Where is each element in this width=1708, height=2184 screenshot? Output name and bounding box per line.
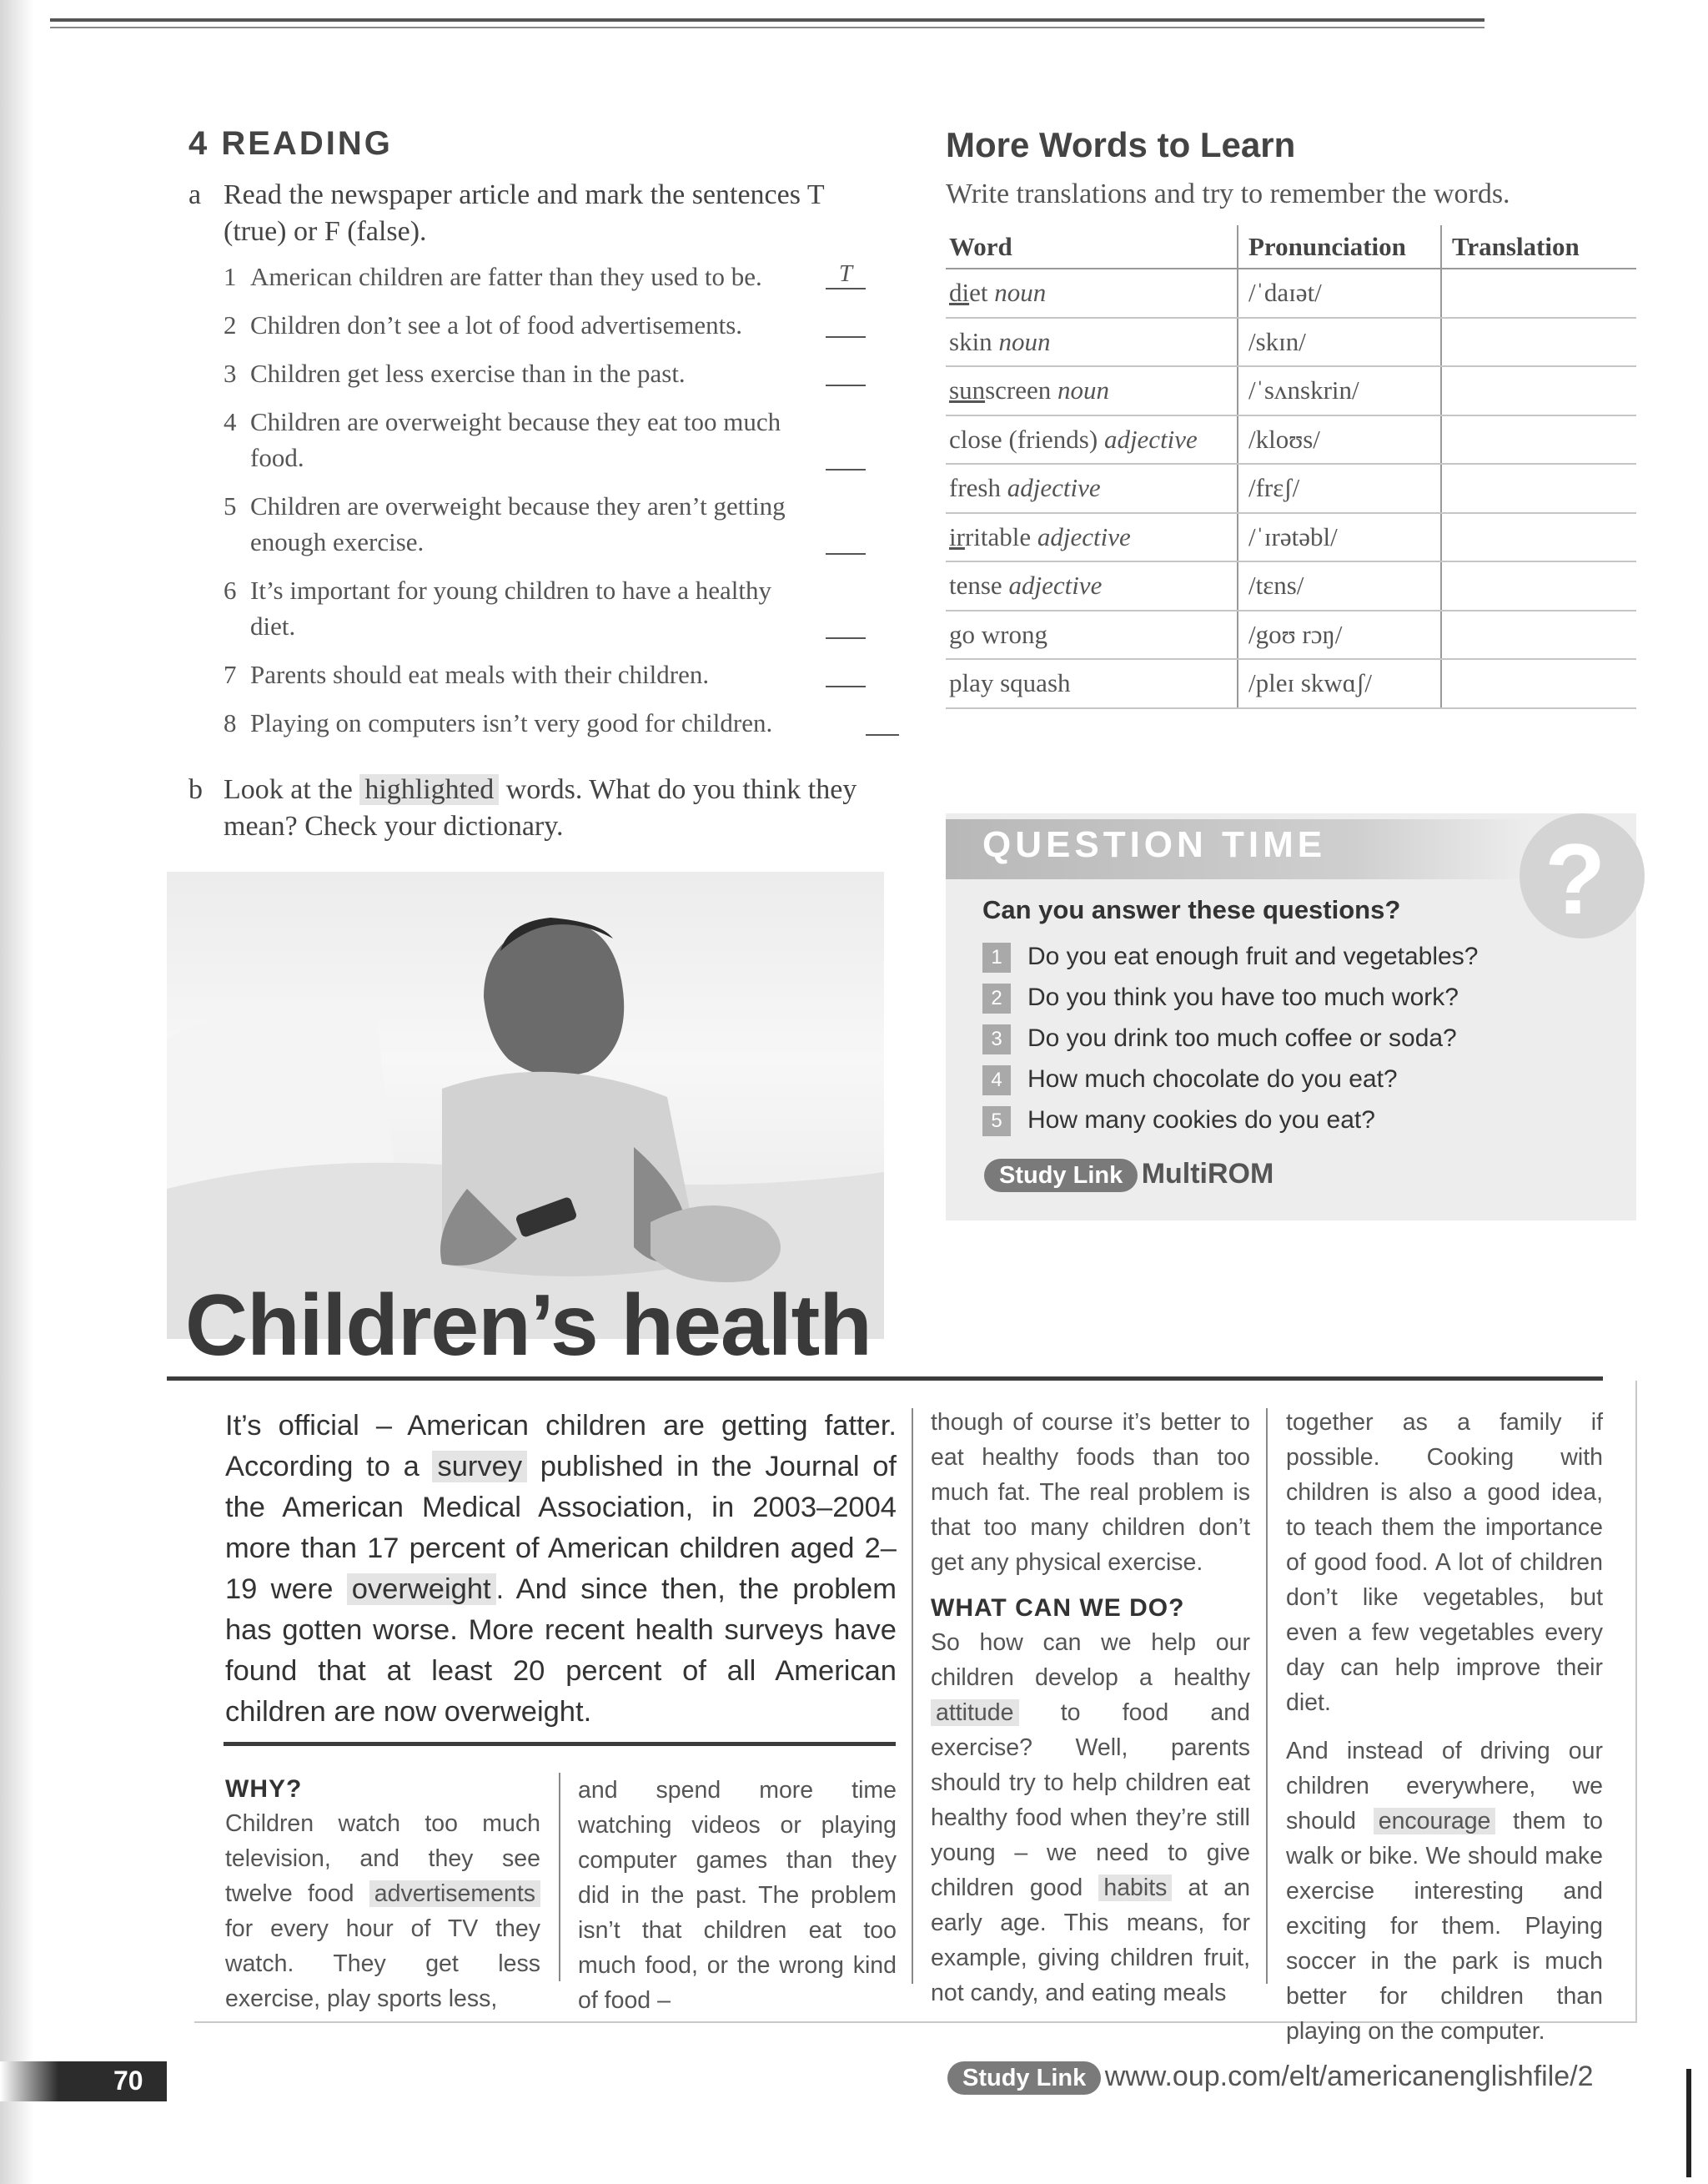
instruction-a-letter: a [188,179,202,210]
child-on-sofa-photo [167,872,884,1339]
word-cell [946,611,1238,660]
part-of-speech: noun [998,326,1051,356]
answer-blank[interactable] [826,385,866,386]
question-number-badge: 2 [982,984,1011,1014]
question-time-item [982,1106,1566,1147]
question-time-title: QUESTION TIME [982,824,1327,865]
question-text: It’s important for young children to have a healthy diet. [250,576,771,641]
header-translation: Translation [1441,225,1636,269]
question-item [224,572,866,644]
photo-illustration [167,872,884,1339]
vocabulary-row [946,366,1636,415]
question-number-badge: 3 [982,1024,1011,1054]
question-number: 5 [224,491,237,521]
translation-cell[interactable] [1441,269,1636,318]
word-cell [946,561,1238,611]
answer-blank[interactable]: T [826,259,866,289]
vocabulary-row [946,269,1636,318]
vocabulary-row [946,415,1636,465]
why-heading: WHY? [225,1775,303,1803]
question-time-text: How much chocolate do you eat? [1027,1065,1398,1093]
highlight-survey: survey [432,1451,527,1482]
study-link-multirom[interactable] [984,1158,1273,1190]
pronunciation-cell: /pleɪ skwɑʃ/ [1238,659,1441,708]
pronunciation-cell: /goʊ rɔŋ/ [1238,611,1441,660]
stressed-syllable: sun [949,375,986,405]
highlight-attitude: attitude [931,1699,1019,1726]
word-cell [946,464,1238,513]
question-number-badge: 5 [982,1106,1011,1136]
word-text: skin [949,326,992,356]
column-divider [1266,1408,1268,1984]
question-text: Children don’t see a lot of food advertisements. [250,310,743,340]
lead-text: . And since then, the problem has gotten worse. More recent health surveys have found that at least 20 percent of all American children are now overweight. [225,1573,897,1728]
question-number-badge: 1 [982,943,1011,973]
answer-blank[interactable] [826,637,866,639]
word-cell [946,269,1238,318]
page-gutter-shadow [0,0,33,2184]
stressed-syllable: di [949,278,970,308]
answer-blank[interactable] [826,336,866,338]
pronunciation-cell: /ˈɪrətəbl/ [1238,513,1441,562]
word-text: fresh [949,473,1001,503]
question-number: 7 [224,660,237,689]
question-text: Children are overweight because they aren’t getting enough exercise. [250,491,786,556]
instruction-a [188,177,874,250]
question-text: American children are fatter than they used to be. [250,262,762,291]
highlight-encourage: encourage [1374,1808,1496,1834]
question-time-list [982,943,1566,1147]
column-text: together as a family if possible. Cooking with children is also a good idea, to teach them the importance of good food. A lot of children don’t like vegetables, but even a few vegetables every day can help improve their diet. [1286,1409,1603,1716]
question-item [224,488,866,560]
article-headline: Children’s health [185,1277,872,1374]
question-time-text: Do you drink too much coffee or soda? [1027,1024,1457,1052]
header-pronunciation: Pronunciation [1238,225,1441,269]
vocabulary-row [946,659,1636,708]
question-number: 3 [224,359,237,388]
vocabulary-table [946,225,1636,709]
pronunciation-cell: /skɪn/ [1238,318,1441,367]
word-cell [946,318,1238,367]
instruction-b [188,772,874,845]
question-number: 4 [224,407,237,436]
question-item [224,307,866,343]
answer-blank[interactable] [866,734,899,736]
question-item [224,355,866,391]
answer-blank[interactable] [826,553,866,555]
pronunciation-cell: /ˈdaɪət/ [1238,269,1441,318]
footer-study-link[interactable] [947,2061,1594,2093]
lead-text: published in the Journal of the American Medical Association, in 2003–2004 more than 17 percent of American children aged 2–19 were [225,1451,897,1605]
word-text: close (friends) [949,424,1098,454]
part-of-speech: noun [1057,375,1109,405]
question-text: Children get less exercise than in the past. [250,359,686,388]
footer-study-link-badge: Study Link [947,2061,1101,2095]
question-item [224,404,866,476]
footer-url-link[interactable]: www.oup.com/elt/americanenglishfile/2 [1104,2061,1594,2092]
more-words-subtitle: Write translations and try to remember the words. [946,179,1510,209]
column-text: And instead of driving our children everywhere, we should [1286,1738,1603,1834]
question-item [224,705,882,741]
translation-cell[interactable] [1441,464,1636,513]
question-number: 6 [224,576,237,605]
word-text: tense [949,571,1002,601]
answer-blank[interactable] [826,686,866,687]
word-cell [946,513,1238,562]
question-number-badge: 4 [982,1065,1011,1095]
answer-blank[interactable] [826,469,866,471]
question-time-item [982,1065,1566,1106]
column-divider [559,1773,560,1981]
question-time-text: Do you think you have too much work? [1027,984,1459,1011]
highlight-overweight: overweight [347,1573,496,1605]
part-of-speech: adjective [1037,521,1131,551]
column-divider [912,1408,913,1984]
question-time-prompt: Can you answer these questions? [982,895,1401,924]
article-column-2: and spend more time watching videos or playing computer games than they did in the past. The problem isn’t that children eat too much food, or the wrong kind of food – [578,1777,897,2014]
article-column-1 [225,1773,540,2016]
translation-cell[interactable] [1441,318,1636,367]
lead-bottom-rule [224,1742,896,1746]
page-edge-mark [1686,2069,1691,2177]
page-number: 70 [113,2066,143,2096]
question-number: 2 [224,310,237,340]
vocabulary-row [946,318,1636,367]
question-number: 1 [224,262,237,291]
column-text: though of course it’s better to eat healthy foods than too much fat. The real problem is that too many children don’t get any physical exercise. [931,1409,1250,1576]
translation-cell[interactable] [1441,366,1636,415]
top-rule [50,18,1484,28]
question-text: Playing on computers isn’t very good for children. [250,708,773,737]
question-time-text: Do you eat enough fruit and vegetables? [1027,943,1479,970]
article-column-3 [931,1405,1250,2010]
part-of-speech: adjective [1007,473,1101,503]
column-text: So how can we help our children develop a healthy [931,1629,1250,1691]
question-mark-icon: ? [1545,823,1606,935]
highlighted-word-sample: highlighted [359,774,499,805]
part-of-speech: noun [994,278,1047,308]
question-time-text: How many cookies do you eat? [1027,1106,1375,1134]
column-text: for every hour of TV they watch. They get less exercise, play sports less, [225,1915,540,2012]
word-text: go wrong [949,619,1047,649]
word-text: screen [985,375,1052,405]
question-item [224,259,866,294]
instruction-b-text: Look at the [224,774,353,805]
translation-cell[interactable] [1441,659,1636,708]
multirom-label: MultiROM [1141,1158,1274,1190]
article-lead-paragraph [225,1406,897,1733]
article-column-4 [1286,1405,1603,2049]
vocabulary-row [946,611,1636,660]
instruction-b-text-end: words. What do you think they mean? Check your dictionary. [224,774,857,842]
lead-text: It’s official – American children are getting fatter. According to a [225,1410,897,1482]
study-link-badge: Study Link [984,1159,1138,1192]
column-text: at an early age. This means, for example, giving children fruit, not candy, and eating meals [931,1875,1250,2006]
vocabulary-header-row [946,225,1636,269]
more-words-title: More Words to Learn [946,125,1296,164]
stressed-syllable: ir [949,521,965,551]
column-text: to food and exercise? Well, parents should try to help children eat healthy food when they’re still young – we need to give children good [931,1699,1250,1901]
pronunciation-cell: /frɛʃ/ [1238,464,1441,513]
question-time-item [982,943,1566,984]
header-word: Word [946,225,1238,269]
translation-cell[interactable] [1441,561,1636,611]
instruction-a-text: Read the newspaper article and mark the sentences T (true) or F (false). [224,179,825,247]
question-text: Parents should eat meals with their children. [250,660,710,689]
highlight-habits: habits [1098,1875,1172,1901]
translation-cell[interactable] [1441,415,1636,465]
question-time-item [982,984,1566,1024]
part-of-speech: adjective [1103,424,1198,454]
part-of-speech: adjective [1008,571,1103,601]
highlight-advertisements: advertisements [369,1880,540,1907]
vocabulary-row [946,464,1636,513]
what-can-we-do-heading: WHAT CAN WE DO? [931,1594,1185,1622]
word-text: play squash [949,668,1071,698]
column-text: Children watch too much television, and they see twelve food [225,1810,540,1907]
word-cell [946,659,1238,708]
pronunciation-cell: /kloʊs/ [1238,415,1441,465]
word-cell [946,366,1238,415]
translation-cell[interactable] [1441,611,1636,660]
vocabulary-row [946,561,1636,611]
vocabulary-row [946,513,1636,562]
question-number: 8 [224,708,237,737]
true-false-question-list [224,259,866,753]
question-item [224,657,866,692]
instruction-b-letter: b [188,774,203,805]
word-cell [946,415,1238,465]
word-text: et [969,278,988,308]
question-time-item [982,1024,1566,1065]
question-text: Children are overweight because they eat too much food. [250,407,781,472]
column-text: them to walk or bike. We should make exercise interesting and exciting for them. Playing soccer in the park is much better for children than playing on the computer. [1286,1808,1604,2045]
pronunciation-cell: /ˈsʌnskrin/ [1238,366,1441,415]
reading-section-title: 4 READING [188,125,393,162]
word-text: ritable [964,521,1032,551]
pronunciation-cell: /tɛns/ [1238,561,1441,611]
translation-cell[interactable] [1441,513,1636,562]
